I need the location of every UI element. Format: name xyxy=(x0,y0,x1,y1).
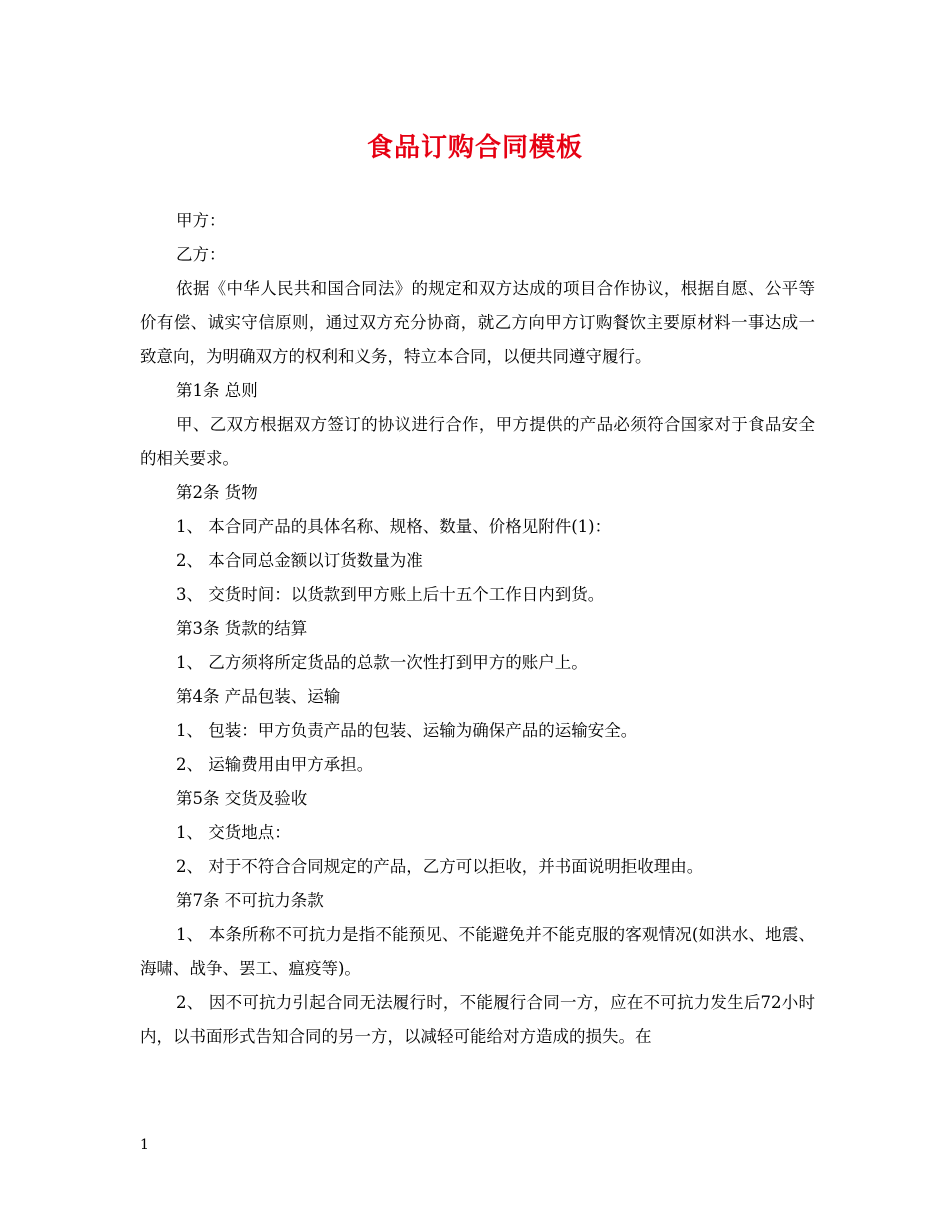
clause-2-item-1: 1、 本合同产品的具体名称、规格、数量、价格见附件(1)： xyxy=(176,517,612,536)
clause-7-item-1: 1、 本条所称不可抗力是指不能预见、不能避免并不能克服的客观情况(如洪水、地震、海啸、战争、罢工、瘟疫等)。 xyxy=(140,925,815,978)
paragraph-party-a: 甲方： xyxy=(176,211,226,230)
paragraph-party-b: 乙方： xyxy=(176,245,226,264)
clause-5-item-2: 2、 对于不符合合同规定的产品，乙方可以拒收，并书面说明拒收理由。 xyxy=(176,857,704,876)
clause-3-item-1: 1、 乙方须将所定货品的总款一次性打到甲方的账户上。 xyxy=(176,653,588,672)
page-number: 1 xyxy=(140,1137,149,1153)
clause-4-item-2: 2、 运输费用由甲方承担。 xyxy=(176,755,374,774)
clause-heading-4: 第4条 产品包装、运输 xyxy=(176,687,341,706)
paragraph-preamble: 依据《中华人民共和国合同法》的规定和双方达成的项目合作协议，根据自愿、公平等价有偿、诚实守信原则，通过双方充分协商，就乙方向甲方订购餐饮主要原材料一事达成一致意向，为明确双方的权利和义务，特立本合同，以便共同遵守履行。 xyxy=(140,279,815,366)
clause-heading-1: 第1条 总则 xyxy=(176,381,258,400)
clause-heading-2: 第2条 货物 xyxy=(176,483,258,502)
clause-heading-5: 第5条 交货及验收 xyxy=(176,789,308,808)
clause-heading-3: 第3条 货款的结算 xyxy=(176,619,308,638)
document-body xyxy=(140,204,815,1054)
clause-4-item-1: 1、 包装：甲方负责产品的包装、运输为确保产品的运输安全。 xyxy=(176,721,638,740)
clause-1-text: 甲、乙双方根据双方签订的协议进行合作，甲方提供的产品必须符合国家对于食品安全的相关要求。 xyxy=(140,415,815,468)
clause-heading-7: 第7条 不可抗力条款 xyxy=(176,891,324,910)
clause-2-item-2: 2、 本合同总金额以订货数量为准 xyxy=(176,551,423,570)
clause-7-item-2: 2、 因不可抗力引起合同无法履行时，不能履行合同一方，应在不可抗力发生后72小时内，以书面形式告知合同的另一方，以减轻可能给对方造成的损失。在 xyxy=(140,993,815,1046)
clause-5-item-1: 1、 交货地点： xyxy=(176,823,291,842)
document-title: 食品订购合同模板 xyxy=(366,133,583,163)
clause-2-item-3: 3、 交货时间：以货款到甲方账上后十五个工作日内到货。 xyxy=(176,585,605,604)
